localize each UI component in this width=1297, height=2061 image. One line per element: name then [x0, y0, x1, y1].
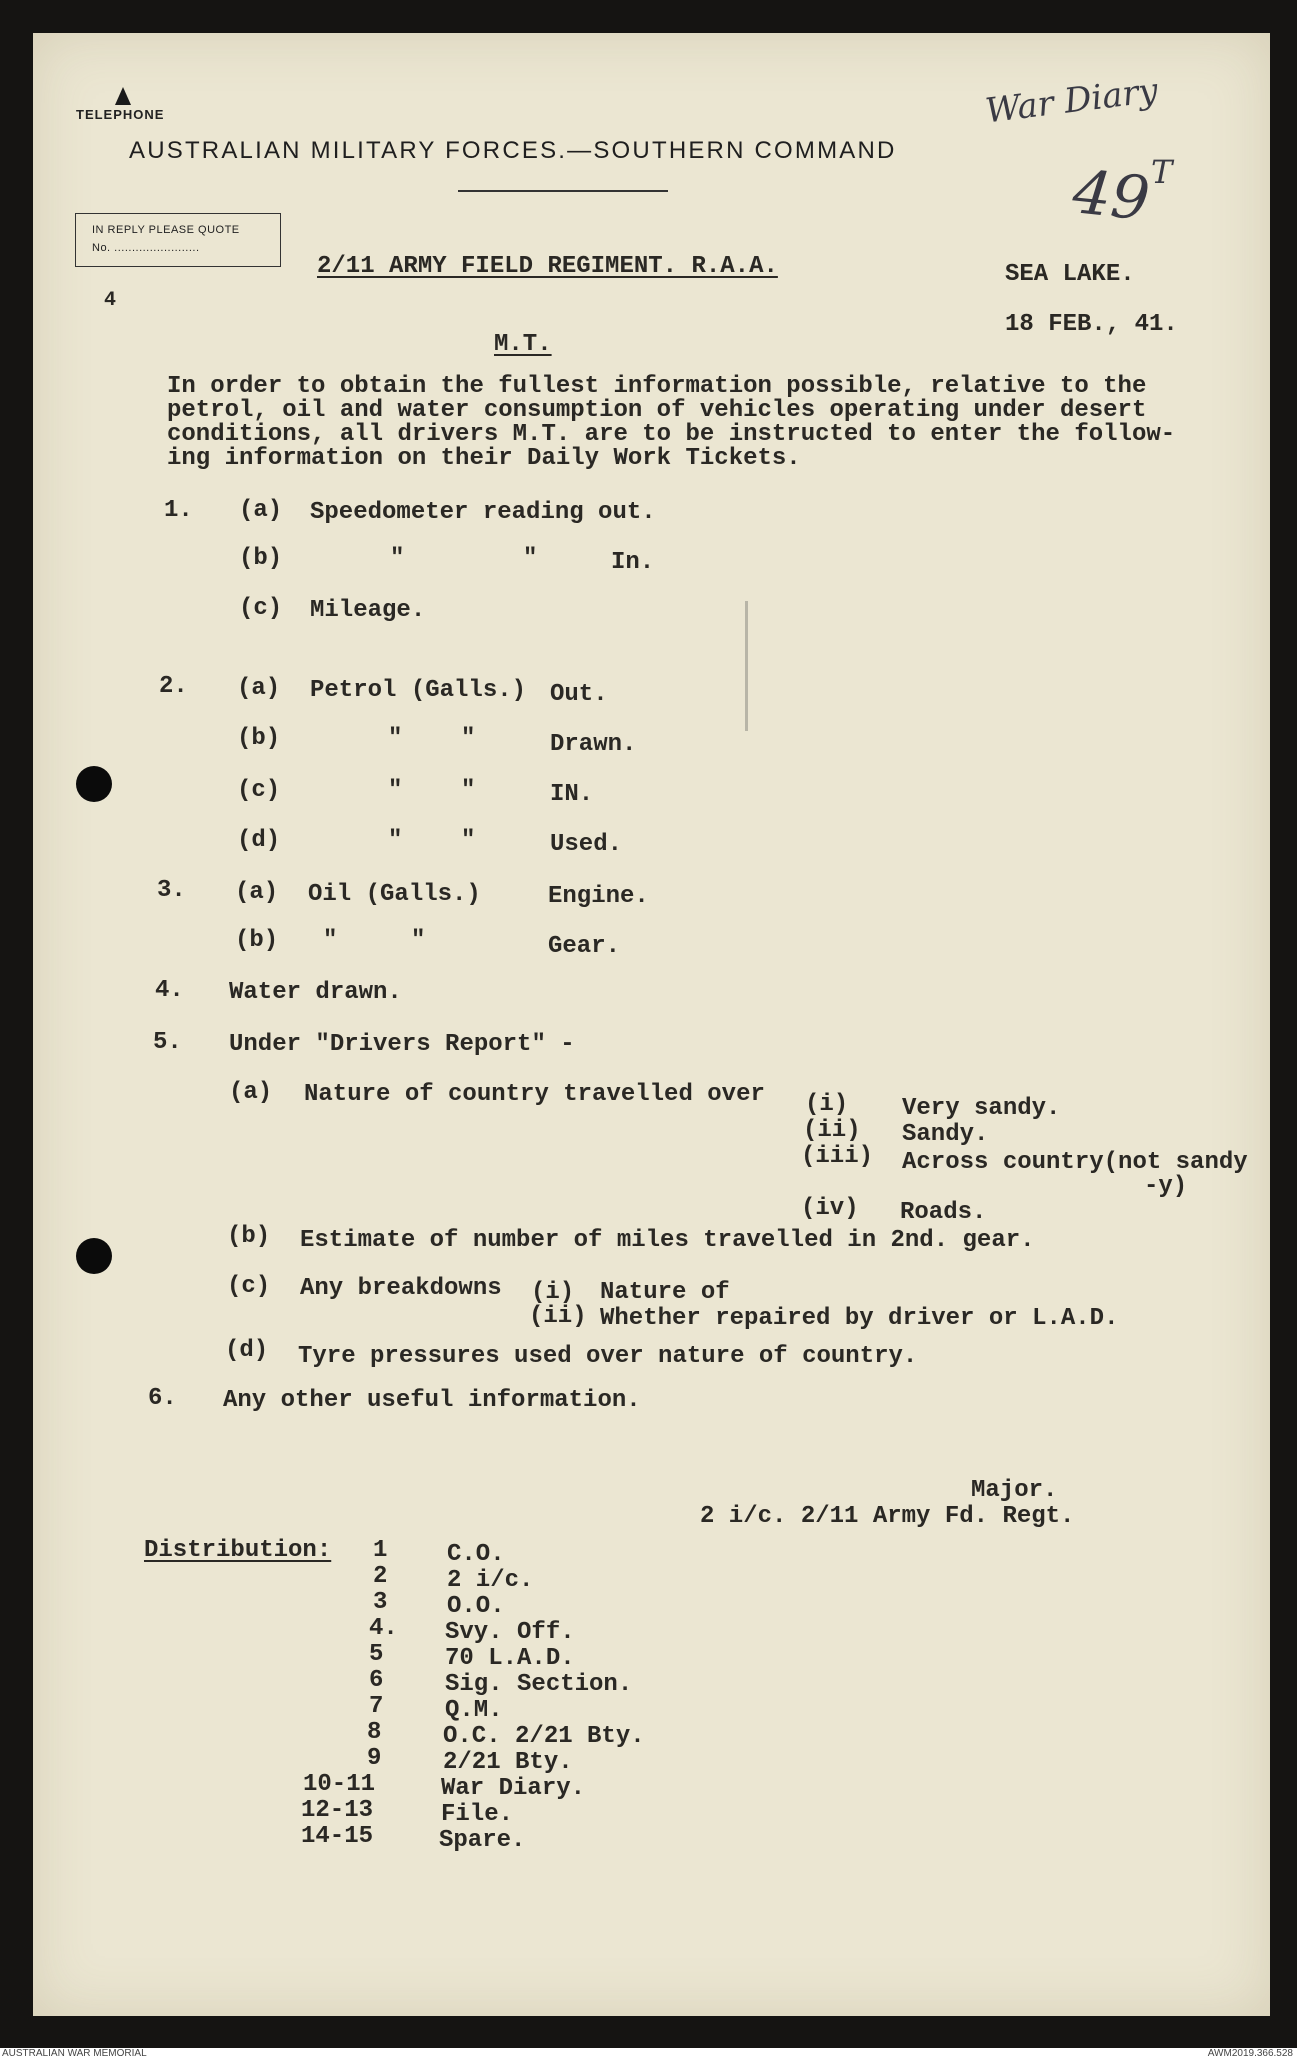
archive-reference: AWM2019.366.528 [1207, 2048, 1293, 2059]
item-1c-label: (c) [239, 595, 283, 622]
intro-line-3: conditions, all drivers M.T. are to be instructed to enter the follow- [167, 421, 1176, 448]
distribution-number: 14-15 [301, 1823, 374, 1850]
distribution-number: 1 [373, 1537, 388, 1564]
item-1a-text: Speedometer reading out. [310, 499, 656, 526]
item-5a-i-label: (i) [805, 1091, 849, 1118]
handwritten-note: War Diary [983, 70, 1160, 132]
item-5a-text: Nature of country travelled over [304, 1081, 765, 1108]
item-5a-iv-label: (iv) [801, 1195, 859, 1222]
subject-heading: M.T. [494, 331, 552, 358]
folio-number: 49 [1069, 157, 1153, 235]
telephone-label: TELEPHONE [76, 107, 165, 122]
item-2c-ditto-2: " [461, 777, 476, 804]
item-5b-text: Estimate of number of miles travelled in 2nd. gear. [300, 1227, 1035, 1254]
punch-hole [76, 766, 112, 802]
item-2a-text: Petrol (Galls.) [310, 677, 527, 704]
item-2b-ditto-1: " [388, 725, 403, 752]
distribution-number: 6 [369, 1667, 384, 1694]
item-3b-label: (b) [235, 927, 279, 954]
distribution-recipient: C.O. [447, 1541, 505, 1568]
item-1-number: 1. [164, 497, 193, 524]
margin-mark: 4 [104, 289, 117, 312]
item-5c-ii-label: (ii) [529, 1303, 587, 1330]
archive-footer [0, 2048, 1297, 2061]
folio-suffix: T [1151, 153, 1173, 191]
item-3b-ditto-1: " [323, 927, 338, 954]
distribution-recipient: 70 L.A.D. [445, 1645, 575, 1672]
item-2d-label: (d) [237, 827, 281, 854]
signature-rank: Major. [971, 1477, 1058, 1504]
distribution-number: 7 [369, 1693, 384, 1720]
item-2a-tail: Out. [550, 681, 608, 708]
distribution-number: 5 [369, 1641, 384, 1668]
date: 18 FEB., 41. [1005, 311, 1178, 338]
item-5c-i-text: Nature of [600, 1279, 730, 1306]
item-5a-i-text: Very sandy. [902, 1095, 1061, 1122]
signature-appointment: 2 i/c. 2/11 Army Fd. Regt. [700, 1503, 1075, 1530]
item-2b-ditto-2: " [461, 725, 476, 752]
item-5a-iii-text: Across country(not sandy [902, 1149, 1248, 1176]
item-2b-tail: Drawn. [550, 731, 637, 758]
item-5b-label: (b) [227, 1223, 271, 1250]
distribution-number: 10-11 [303, 1771, 376, 1798]
item-1b-ditto-1: " [390, 545, 405, 572]
distribution-number: 3 [373, 1589, 388, 1616]
letterhead-rule [458, 190, 668, 192]
distribution-label: Distribution: [144, 1537, 332, 1564]
item-5a-iv-text: Roads. [900, 1199, 987, 1226]
item-3b-tail: Gear. [548, 933, 621, 960]
item-2b-label: (b) [237, 725, 281, 752]
item-1b-ditto-2: " [523, 545, 538, 572]
item-5d-label: (d) [225, 1337, 269, 1364]
reply-quote-label: IN REPLY PLEASE QUOTE [92, 224, 240, 236]
distribution-number: 8 [367, 1719, 382, 1746]
item-5-number: 5. [153, 1029, 182, 1056]
distribution-recipient: 2/21 Bty. [443, 1749, 573, 1776]
distribution-number: 9 [367, 1745, 382, 1772]
item-2d-ditto-1: " [388, 827, 403, 854]
item-1c-text: Mileage. [310, 597, 426, 624]
item-3a-label: (a) [235, 879, 279, 906]
item-2c-label: (c) [237, 777, 281, 804]
distribution-number: 4. [369, 1615, 398, 1642]
item-2c-tail: IN. [550, 781, 594, 808]
item-6-number: 6. [148, 1385, 177, 1412]
item-2d-ditto-2: " [461, 827, 476, 854]
item-5a-iii-continuation: -y) [1144, 1173, 1188, 1200]
item-5c-i-label: (i) [531, 1279, 575, 1306]
distribution-recipient: War Diary. [441, 1775, 586, 1802]
location: SEA LAKE. [1005, 261, 1135, 288]
item-5c-label: (c) [227, 1273, 271, 1300]
reply-quote-box [75, 213, 281, 267]
item-5a-ii-text: Sandy. [902, 1121, 989, 1148]
item-4-text: Water drawn. [229, 979, 402, 1006]
distribution-recipient: Sig. Section. [445, 1671, 633, 1698]
punch-mark [115, 87, 131, 105]
distribution-recipient: 2 i/c. [447, 1567, 534, 1594]
distribution-recipient: Spare. [439, 1827, 526, 1854]
distribution-recipient: Svy. Off. [445, 1619, 575, 1646]
item-2d-tail: Used. [550, 831, 623, 858]
reply-number-line: No. ........................ [92, 242, 200, 254]
item-3b-ditto-2: " [411, 927, 426, 954]
intro-line-2: petrol, oil and water consumption of vehicles operating under desert [167, 397, 1147, 424]
item-4-number: 4. [155, 977, 184, 1004]
item-2-number: 2. [159, 673, 188, 700]
distribution-recipient: O.O. [447, 1593, 505, 1620]
item-1b-text: In. [611, 549, 655, 576]
distribution-number: 12-13 [301, 1797, 374, 1824]
item-1b-label: (b) [239, 545, 283, 572]
item-5c-text: Any breakdowns [300, 1275, 502, 1302]
distribution-recipient: File. [441, 1801, 514, 1828]
letterhead-title: AUSTRALIAN MILITARY FORCES.—SOUTHERN COMMAND [129, 137, 897, 164]
document-page [33, 33, 1270, 2016]
fold-mark [745, 601, 748, 731]
item-5d-text: Tyre pressures used over nature of country. [298, 1343, 918, 1370]
distribution-recipient: O.C. 2/21 Bty. [443, 1723, 645, 1750]
distribution-number: 2 [373, 1563, 388, 1590]
intro-line-4: ing information on their Daily Work Tickets. [167, 445, 801, 472]
item-2a-label: (a) [237, 675, 281, 702]
item-1a-label: (a) [239, 497, 283, 524]
item-5c-ii-text: Whether repaired by driver or L.A.D. [600, 1305, 1119, 1332]
archive-name: AUSTRALIAN WAR MEMORIAL [2, 2048, 147, 2059]
item-5a-ii-label: (ii) [803, 1117, 861, 1144]
item-5a-iii-label: (iii) [801, 1143, 874, 1170]
regiment-heading: 2/11 ARMY FIELD REGIMENT. R.A.A. [317, 253, 778, 280]
item-6-text: Any other useful information. [223, 1387, 641, 1414]
punch-hole [76, 1238, 112, 1274]
item-3-number: 3. [157, 877, 186, 904]
item-5a-label: (a) [229, 1079, 273, 1106]
intro-line-1: In order to obtain the fullest information possible, relative to the [167, 373, 1147, 400]
item-2c-ditto-1: " [388, 777, 403, 804]
distribution-recipient: Q.M. [445, 1697, 503, 1724]
item-3a-text: Oil (Galls.) [308, 881, 481, 908]
item-5-text: Under "Drivers Report" - [229, 1031, 575, 1058]
item-3a-tail: Engine. [548, 883, 649, 910]
